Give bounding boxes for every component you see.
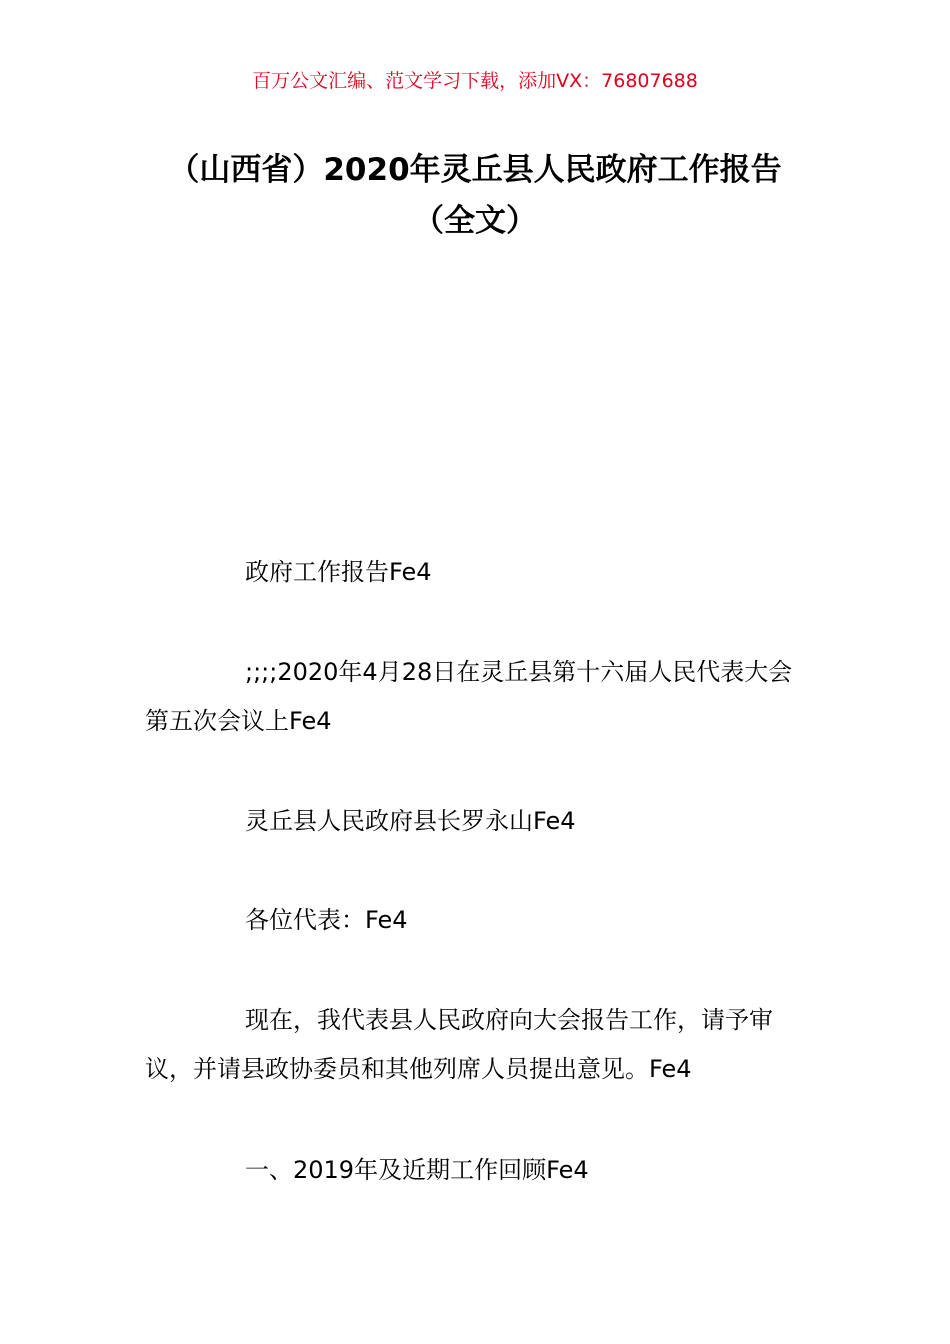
section-heading-review: 一、2019年及近期工作回顾Fe4 [245, 1156, 589, 1184]
document-title: （山西省）2020年灵丘县人民政府工作报告（全文） [168, 152, 782, 239]
paragraph-opening: 现在，我代表县人民政府向大会报告工作，请予审议，并请县政协委员和其他列席人员提出意见。Fe4 [145, 1006, 773, 1083]
paragraph-salutation: 各位代表：Fe4 [245, 906, 408, 934]
paragraph-speaker: 灵丘县人民政府县长罗永山Fe4 [245, 807, 576, 835]
header-note: 百万公文汇编、范文学习下载，添加VX：76807688 [252, 70, 698, 92]
paragraph-meeting-date: ;;;;2020年4月28日在灵丘县第十六届人民代表大会第五次会议上Fe4 [145, 658, 793, 735]
paragraph-report-label: 政府工作报告Fe4 [245, 558, 432, 586]
